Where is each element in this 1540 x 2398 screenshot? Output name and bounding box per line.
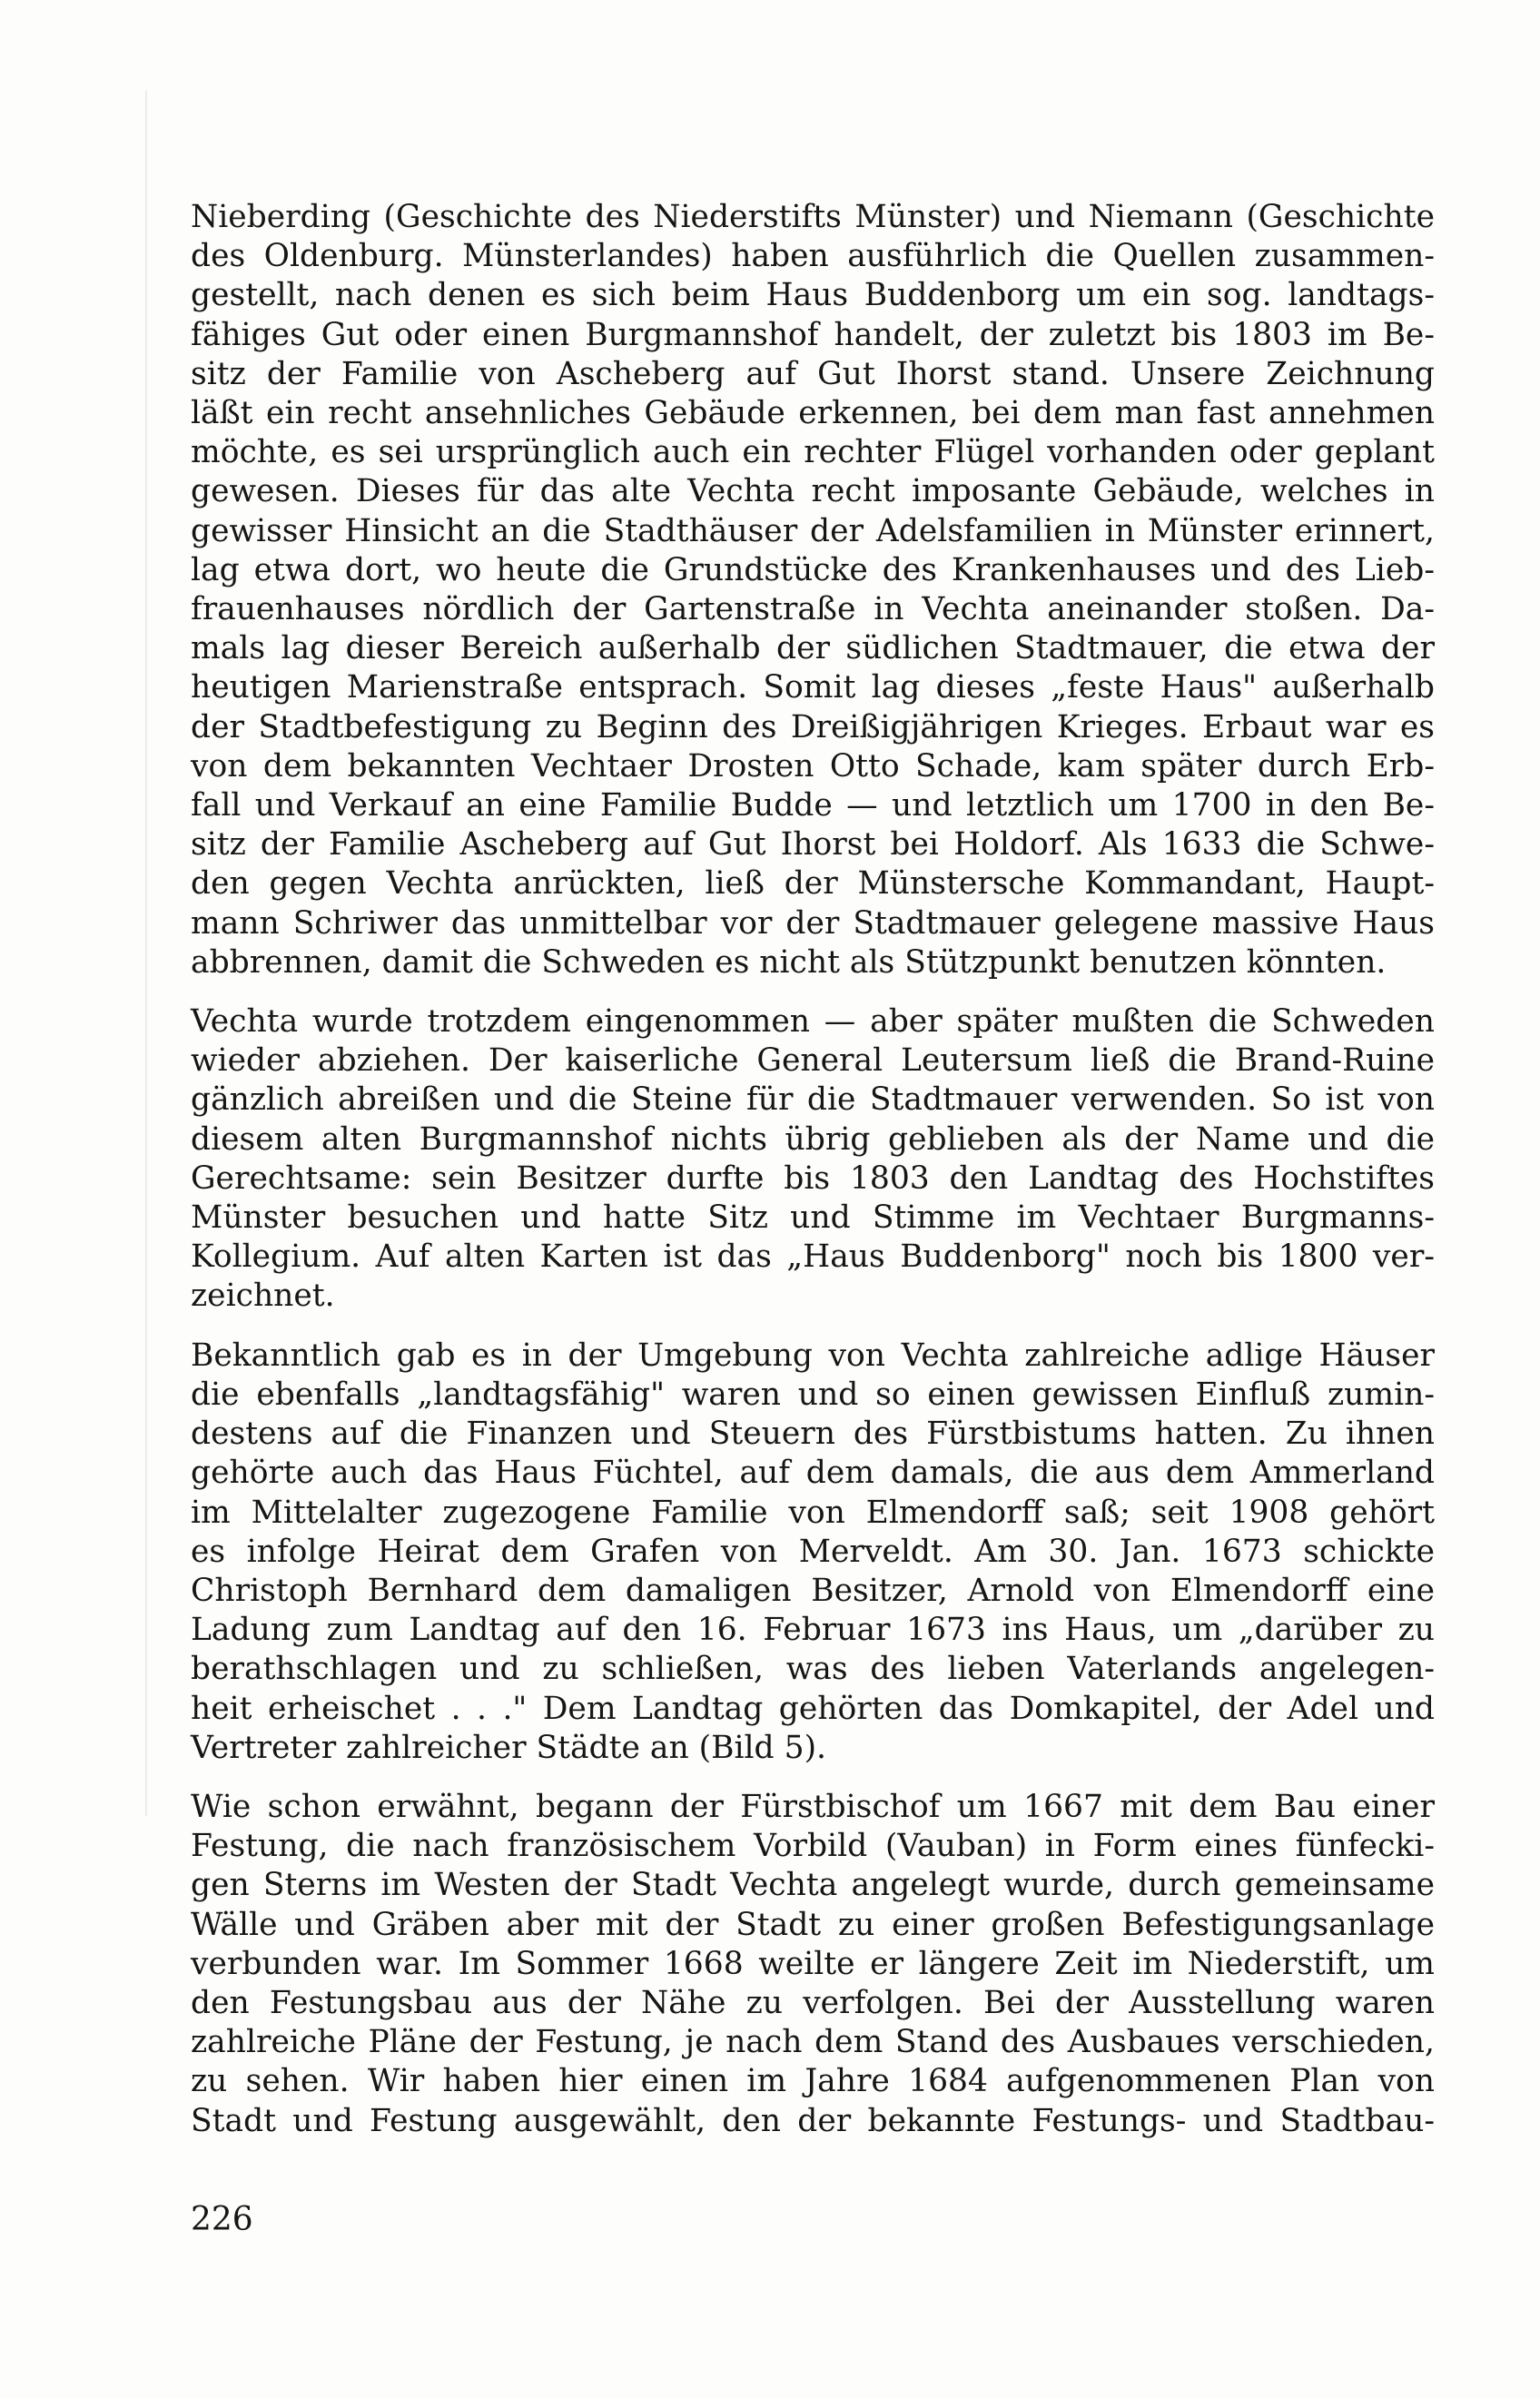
text-line: mann Schriwer das unmittelbar vor der Stadtmauer gelegene massive Haus bbox=[191, 904, 1435, 942]
text-line: Kollegium. Auf alten Karten ist das „Haus Buddenborg" noch bis 1800 ver- bbox=[191, 1238, 1435, 1276]
text-line: sitz der Familie Ascheberg auf Gut Ihorst bei Holdorf. Als 1633 die Schwe- bbox=[191, 826, 1435, 863]
text-line: Bekanntlich gab es in der Umgebung von Vechta zahlreiche adlige Häuser bbox=[191, 1337, 1435, 1374]
text-line: heutigen Marienstraße entsprach. Somit lag dieses „feste Haus" außerhalb bbox=[191, 669, 1435, 706]
text-line: fall und Verkauf an eine Familie Budde — und letztlich um 1700 in den Be- bbox=[191, 787, 1435, 824]
text-line: gewisser Hinsicht an die Stadthäuser der Adelsfamilien in Münster erinnert, bbox=[191, 512, 1435, 549]
text-line: heit erheischet . . ." Dem Landtag gehörten das Domkapitel, der Adel und bbox=[191, 1690, 1435, 1727]
text-line: verbunden war. Im Sommer 1668 weilte er längere Zeit im Niederstift, um bbox=[191, 1945, 1435, 1982]
text-line: des Oldenburg. Münsterlandes) haben ausführlich die Quellen zusammen- bbox=[191, 238, 1435, 275]
text-line: von dem bekannten Vechtaer Drosten Otto Schade, kam später durch Erb- bbox=[191, 747, 1435, 785]
text-line: Vertreter zahlreicher Städte an (Bild 5). bbox=[191, 1729, 826, 1766]
text-line: zeichnet. bbox=[191, 1278, 335, 1315]
text-line: Nieberding (Geschichte des Niederstifts Münster) und Niemann (Geschichte bbox=[191, 199, 1435, 235]
text-line: der Stadtbefestigung zu Beginn des Dreißigjährigen Krieges. Erbaut war es bbox=[191, 708, 1435, 745]
text-line: den gegen Vechta anrückten, ließ der Münstersche Kommandant, Haupt- bbox=[191, 865, 1435, 903]
text-line: Christoph Bernhard dem damaligen Besitzer, Arnold von Elmendorff eine bbox=[191, 1572, 1435, 1609]
text-line: gehörte auch das Haus Füchtel, auf dem damals, die aus dem Ammerland bbox=[191, 1455, 1435, 1492]
page-number: 226 bbox=[191, 2201, 253, 2238]
text-line: fähiges Gut oder einen Burgmannshof handelt, der zuletzt bis 1803 im Be- bbox=[191, 316, 1435, 353]
text-line: Gerechtsame: sein Besitzer durfte bis 1803 den Landtag des Hochstiftes bbox=[191, 1160, 1435, 1197]
paragraph-2 bbox=[191, 1002, 1435, 1317]
text-line: den Festungsbau aus der Nähe zu verfolgen. Bei der Ausstellung waren bbox=[191, 1984, 1435, 2021]
text-line: wieder abziehen. Der kaiserliche General Leutersum ließ die Brand-Ruine bbox=[191, 1042, 1435, 1080]
text-line: frauenhauses nördlich der Gartenstraße in Vechta aneinander stoßen. Da- bbox=[191, 591, 1435, 628]
text-line: läßt ein recht ansehnliches Gebäude erkennen, bei dem man fast annehmen bbox=[191, 395, 1435, 432]
text-line: im Mittelalter zugezogene Familie von Elmendorff saß; seit 1908 gehört bbox=[191, 1494, 1435, 1531]
text-line: Münster besuchen und hatte Sitz und Stimme im Vechtaer Burgmanns- bbox=[191, 1199, 1435, 1237]
text-line: Ladung zum Landtag auf den 16. Februar 1673 ins Haus, um „darüber zu bbox=[191, 1612, 1435, 1649]
text-line: gewesen. Dieses für das alte Vechta recht imposante Gebäude, welches in bbox=[191, 473, 1435, 510]
text-line: Wälle und Gräben aber mit der Stadt zu einer großen Befestigungsanlage bbox=[191, 1906, 1435, 1943]
text-line: zu sehen. Wir haben hier einen im Jahre 1684 aufgenommenen Plan von bbox=[191, 2063, 1435, 2100]
text-line: destens auf die Finanzen und Steuern des Fürstbistums hatten. Zu ihnen bbox=[191, 1416, 1435, 1453]
text-line: es infolge Heirat dem Grafen von Merveldt. Am 30. Jan. 1673 schickte bbox=[191, 1533, 1435, 1570]
paragraph-1 bbox=[191, 198, 1435, 982]
text-line: sitz der Familie von Ascheberg auf Gut Ihorst stand. Unsere Zeichnung bbox=[191, 355, 1435, 392]
text-line: Wie schon erwähnt, begann der Fürstbischof um 1667 mit dem Bau einer bbox=[191, 1788, 1435, 1825]
text-line: möchte, es sei ursprünglich auch ein rechter Flügel vorhanden oder geplant bbox=[191, 434, 1435, 471]
text-line: lag etwa dort, wo heute die Grundstücke des Krankenhauses und des Lieb- bbox=[191, 551, 1435, 588]
binding-shadow bbox=[145, 91, 147, 1816]
text-line: die ebenfalls „landtagsfähig" waren und so einen gewissen Einfluß zumin- bbox=[191, 1376, 1435, 1413]
text-line: Stadt und Festung ausgewählt, den der bekannte Festungs- und Stadtbau- bbox=[191, 2102, 1435, 2139]
text-line: zahlreiche Pläne der Festung, je nach dem Stand des Ausbaues verschieden, bbox=[191, 2024, 1435, 2061]
text-line: diesem alten Burgmannshof nichts übrig geblieben als der Name und die bbox=[191, 1120, 1435, 1158]
text-line: gestellt, nach denen es sich beim Haus Buddenborg um ein sog. landtags- bbox=[191, 277, 1435, 314]
paragraph-3 bbox=[191, 1337, 1435, 1768]
text-line: berathschlagen und zu schließen, was des lieben Vaterlands angelegen- bbox=[191, 1651, 1435, 1688]
text-line: gänzlich abreißen und die Steine für die Stadtmauer verwenden. So ist von bbox=[191, 1081, 1435, 1119]
text-line: mals lag dieser Bereich außerhalb der südlichen Stadtmauer, die etwa der bbox=[191, 630, 1435, 667]
text-line: Festung, die nach französischem Vorbild (Vauban) in Form eines fünfecki- bbox=[191, 1828, 1435, 1865]
body-text bbox=[191, 198, 1435, 2161]
text-line: gen Sterns im Westen der Stadt Vechta angelegt wurde, durch gemeinsame bbox=[191, 1867, 1435, 1904]
paragraph-4 bbox=[191, 1788, 1435, 2141]
text-line: Vechta wurde trotzdem eingenommen — aber später mußten die Schweden bbox=[191, 1003, 1435, 1041]
text-line: abbrennen, damit die Schweden es nicht als Stützpunkt benutzen könnten. bbox=[191, 943, 1387, 981]
